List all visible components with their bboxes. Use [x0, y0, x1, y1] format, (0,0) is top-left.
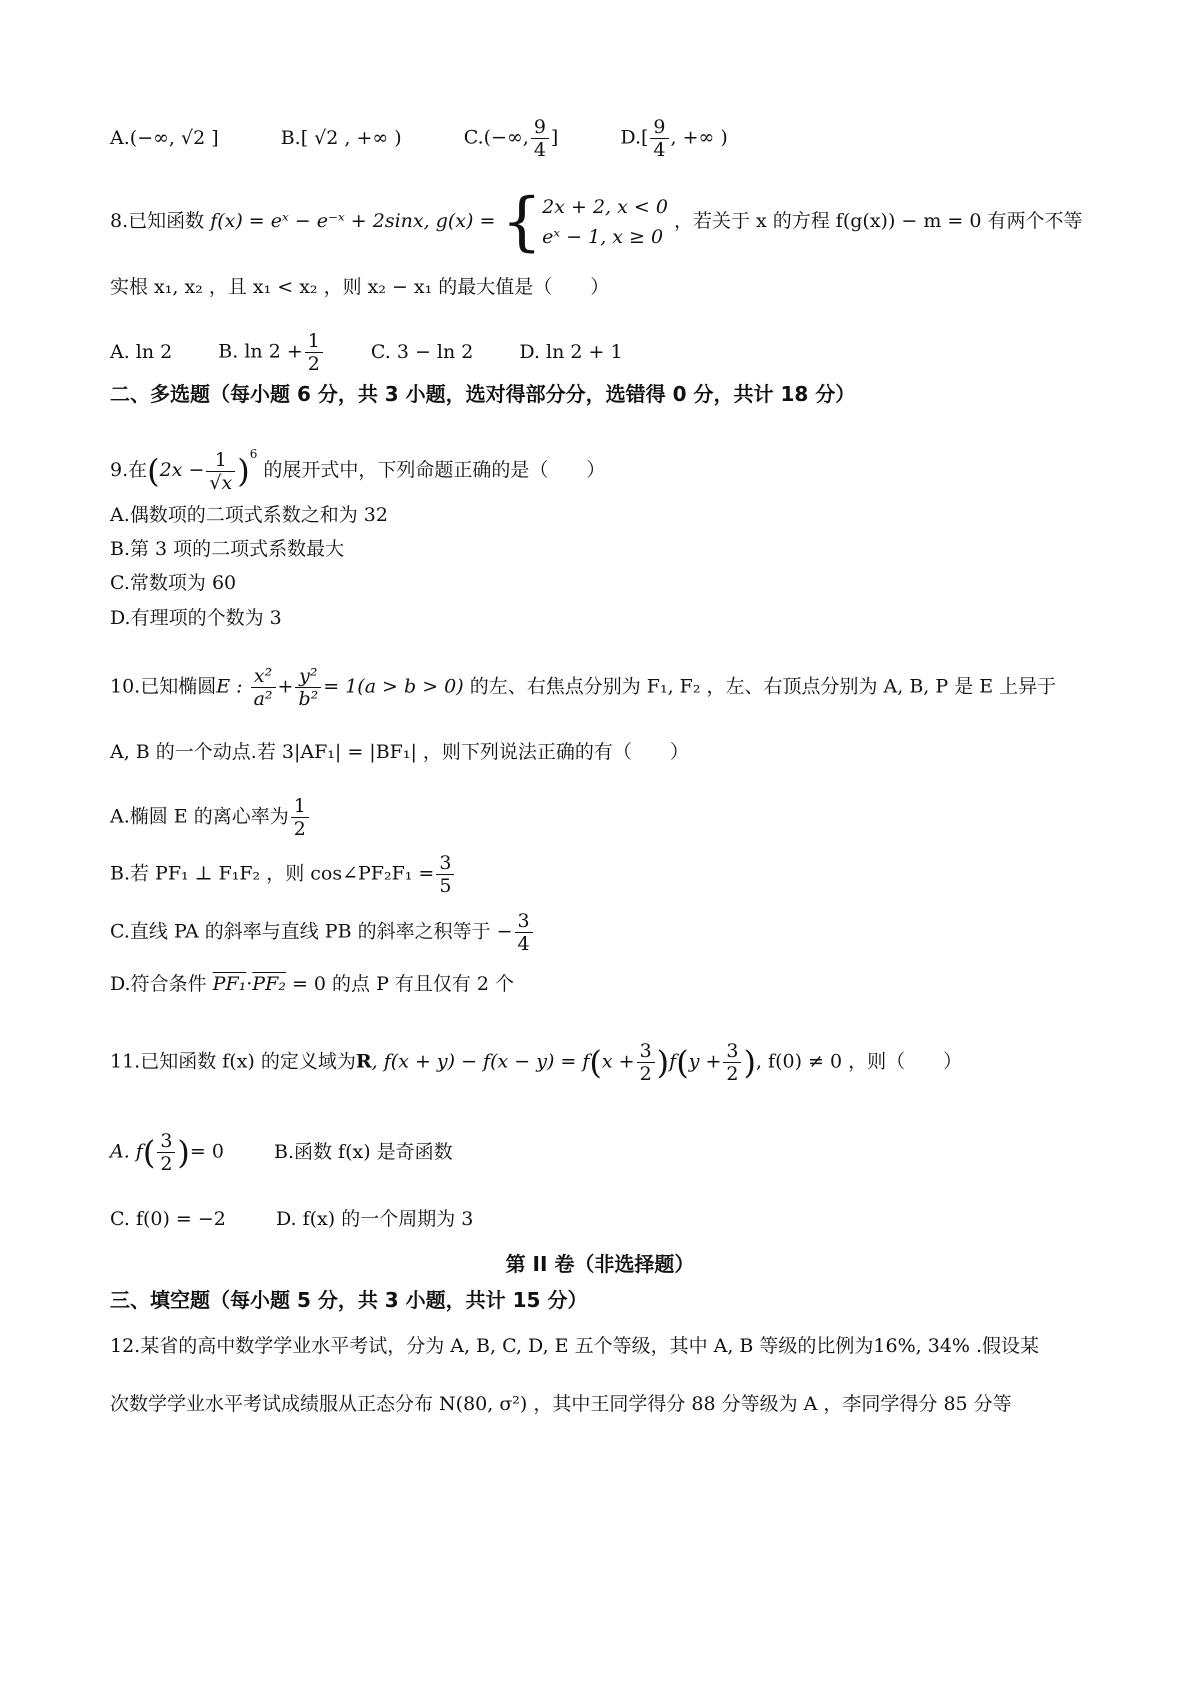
- q9-option-c: C.常数项为 60: [110, 572, 237, 594]
- q8-options: [110, 330, 1130, 375]
- q11-option-b: B.函数 f(x) 是奇函数: [274, 1140, 453, 1163]
- q11-option-a: A. f( $\frac{3}{2}$ )= 0: [110, 1130, 224, 1175]
- q8-option-c: C. 3 − ln 2: [370, 340, 474, 363]
- vector-pf2: PF₂: [252, 973, 286, 995]
- q11-option-d: D. f(x) 的一个周期为 3: [275, 1208, 474, 1230]
- q8-option-b: B. ln 2 + $\frac{1}{2}$: [218, 330, 325, 375]
- q7-option-a: A.(−∞, √2 ]: [110, 126, 219, 149]
- q8-stem-line2: 实根 x₁, x₂ ，且 x₁ < x₂ ，则 x₂ − x₁ 的最大值是（ ）: [110, 276, 610, 298]
- q9-option-d: D.有理项的个数为 3: [110, 607, 282, 629]
- q10-stem-line1: 10.已知椭圆E : $\frac{\text{x²}}{\text{a²}}$ + $\frac{\text{y²}}{\text{b²}}$ = 1(a > b > 0) 的左、右焦点分别为 F₁, F₂ ，左、右顶点分别为 A, B, P 是 E 上异于: [110, 665, 1057, 710]
- q9-stem: 9.在(2x − $\frac{1}{√x}$ )$^6$ 的展开式中，下列命题正确的是（ ）: [110, 447, 606, 494]
- q8-option-a: A. ln 2: [110, 340, 173, 363]
- q7-option-c: C.(−∞, $\frac{9}{4}$ ]: [463, 116, 559, 161]
- q10-option-d: D.符合条件 PF₁·PF₂ = 0 的点 P 有且仅有 2 个: [110, 973, 515, 995]
- q10-stem-line2: A, B 的一个动点.若 3|AF₁| = |BF₁| ，则下列说法正确的有（ ）: [110, 741, 689, 763]
- q10-option-b: B.若 PF₁ ⊥ F₁F₂ ，则 cos∠PF₂F₁ = $\frac{3}{5}$: [110, 852, 1130, 897]
- q7-option-d: D.[ $\frac{9}{4}$ , +∞ ): [620, 116, 728, 161]
- q10-option-c: C.直线 PA 的斜率与直线 PB 的斜率之积等于 − $\frac{3}{4}$: [110, 910, 1130, 955]
- q11-stem: 11.已知函数 f(x) 的定义域为R, f(x + y) − f(x − y) = f(x + $\frac{3}{2}$ )f(y + $\frac{3}{2}$ ), f(0) ≠ 0 ，则（ ）: [110, 1040, 963, 1085]
- q12-stem-line2: 次数学学业水平考试成绩服从正态分布 N(80, σ²) ，其中王同学得分 88 分等级为 A ，李同学得分 85 分等: [110, 1393, 1012, 1415]
- vector-pf1: PF₁: [212, 973, 247, 995]
- q8-stem-line1: 8.已知函数 f(x) = eˣ − e⁻ˣ + 2sinx, g(x) = { 2x + 2, x < 0 eˣ − 1, x ≥ 0 ，若关于 x 的方程 f(g(x)) − m = 0 有两个不等: [110, 185, 1083, 259]
- q7-option-b: B.[ √2 , +∞ ): [280, 126, 402, 149]
- section2-title: 二、多选题（每小题 6 分，共 3 小题，选对得部分分，选错得 0 分，共计 18 分）: [110, 382, 856, 406]
- part2-title: 第 II 卷（非选择题）: [505, 1252, 695, 1276]
- q11-options-row1: [110, 1130, 1130, 1175]
- q12-stem-line1: 12.某省的高中数学学业水平考试，分为 A, B, C, D, E 五个等级，其中 A, B 等级的比例为16%, 34% .假设某: [110, 1335, 1040, 1357]
- q9-option-a: A.偶数项的二项式系数之和为 32: [110, 504, 388, 526]
- q11-options-row2: [110, 1205, 1130, 1233]
- q8-piecewise: { 2x + 2, x < 0 eˣ − 1, x ≥ 0: [501, 185, 668, 259]
- q8-option-d: D. ln 2 + 1: [519, 340, 623, 363]
- q7-options: [110, 116, 1130, 161]
- section3-title: 三、填空题（每小题 5 分，共 3 小题，共计 15 分）: [110, 1288, 588, 1312]
- q9-option-b: B.第 3 项的二项式系数最大: [110, 538, 345, 560]
- q11-option-c: C. f(0) = −2: [110, 1208, 226, 1230]
- q10-option-a: A.椭圆 E 的离心率为 $\frac{1}{2}$: [110, 795, 1130, 840]
